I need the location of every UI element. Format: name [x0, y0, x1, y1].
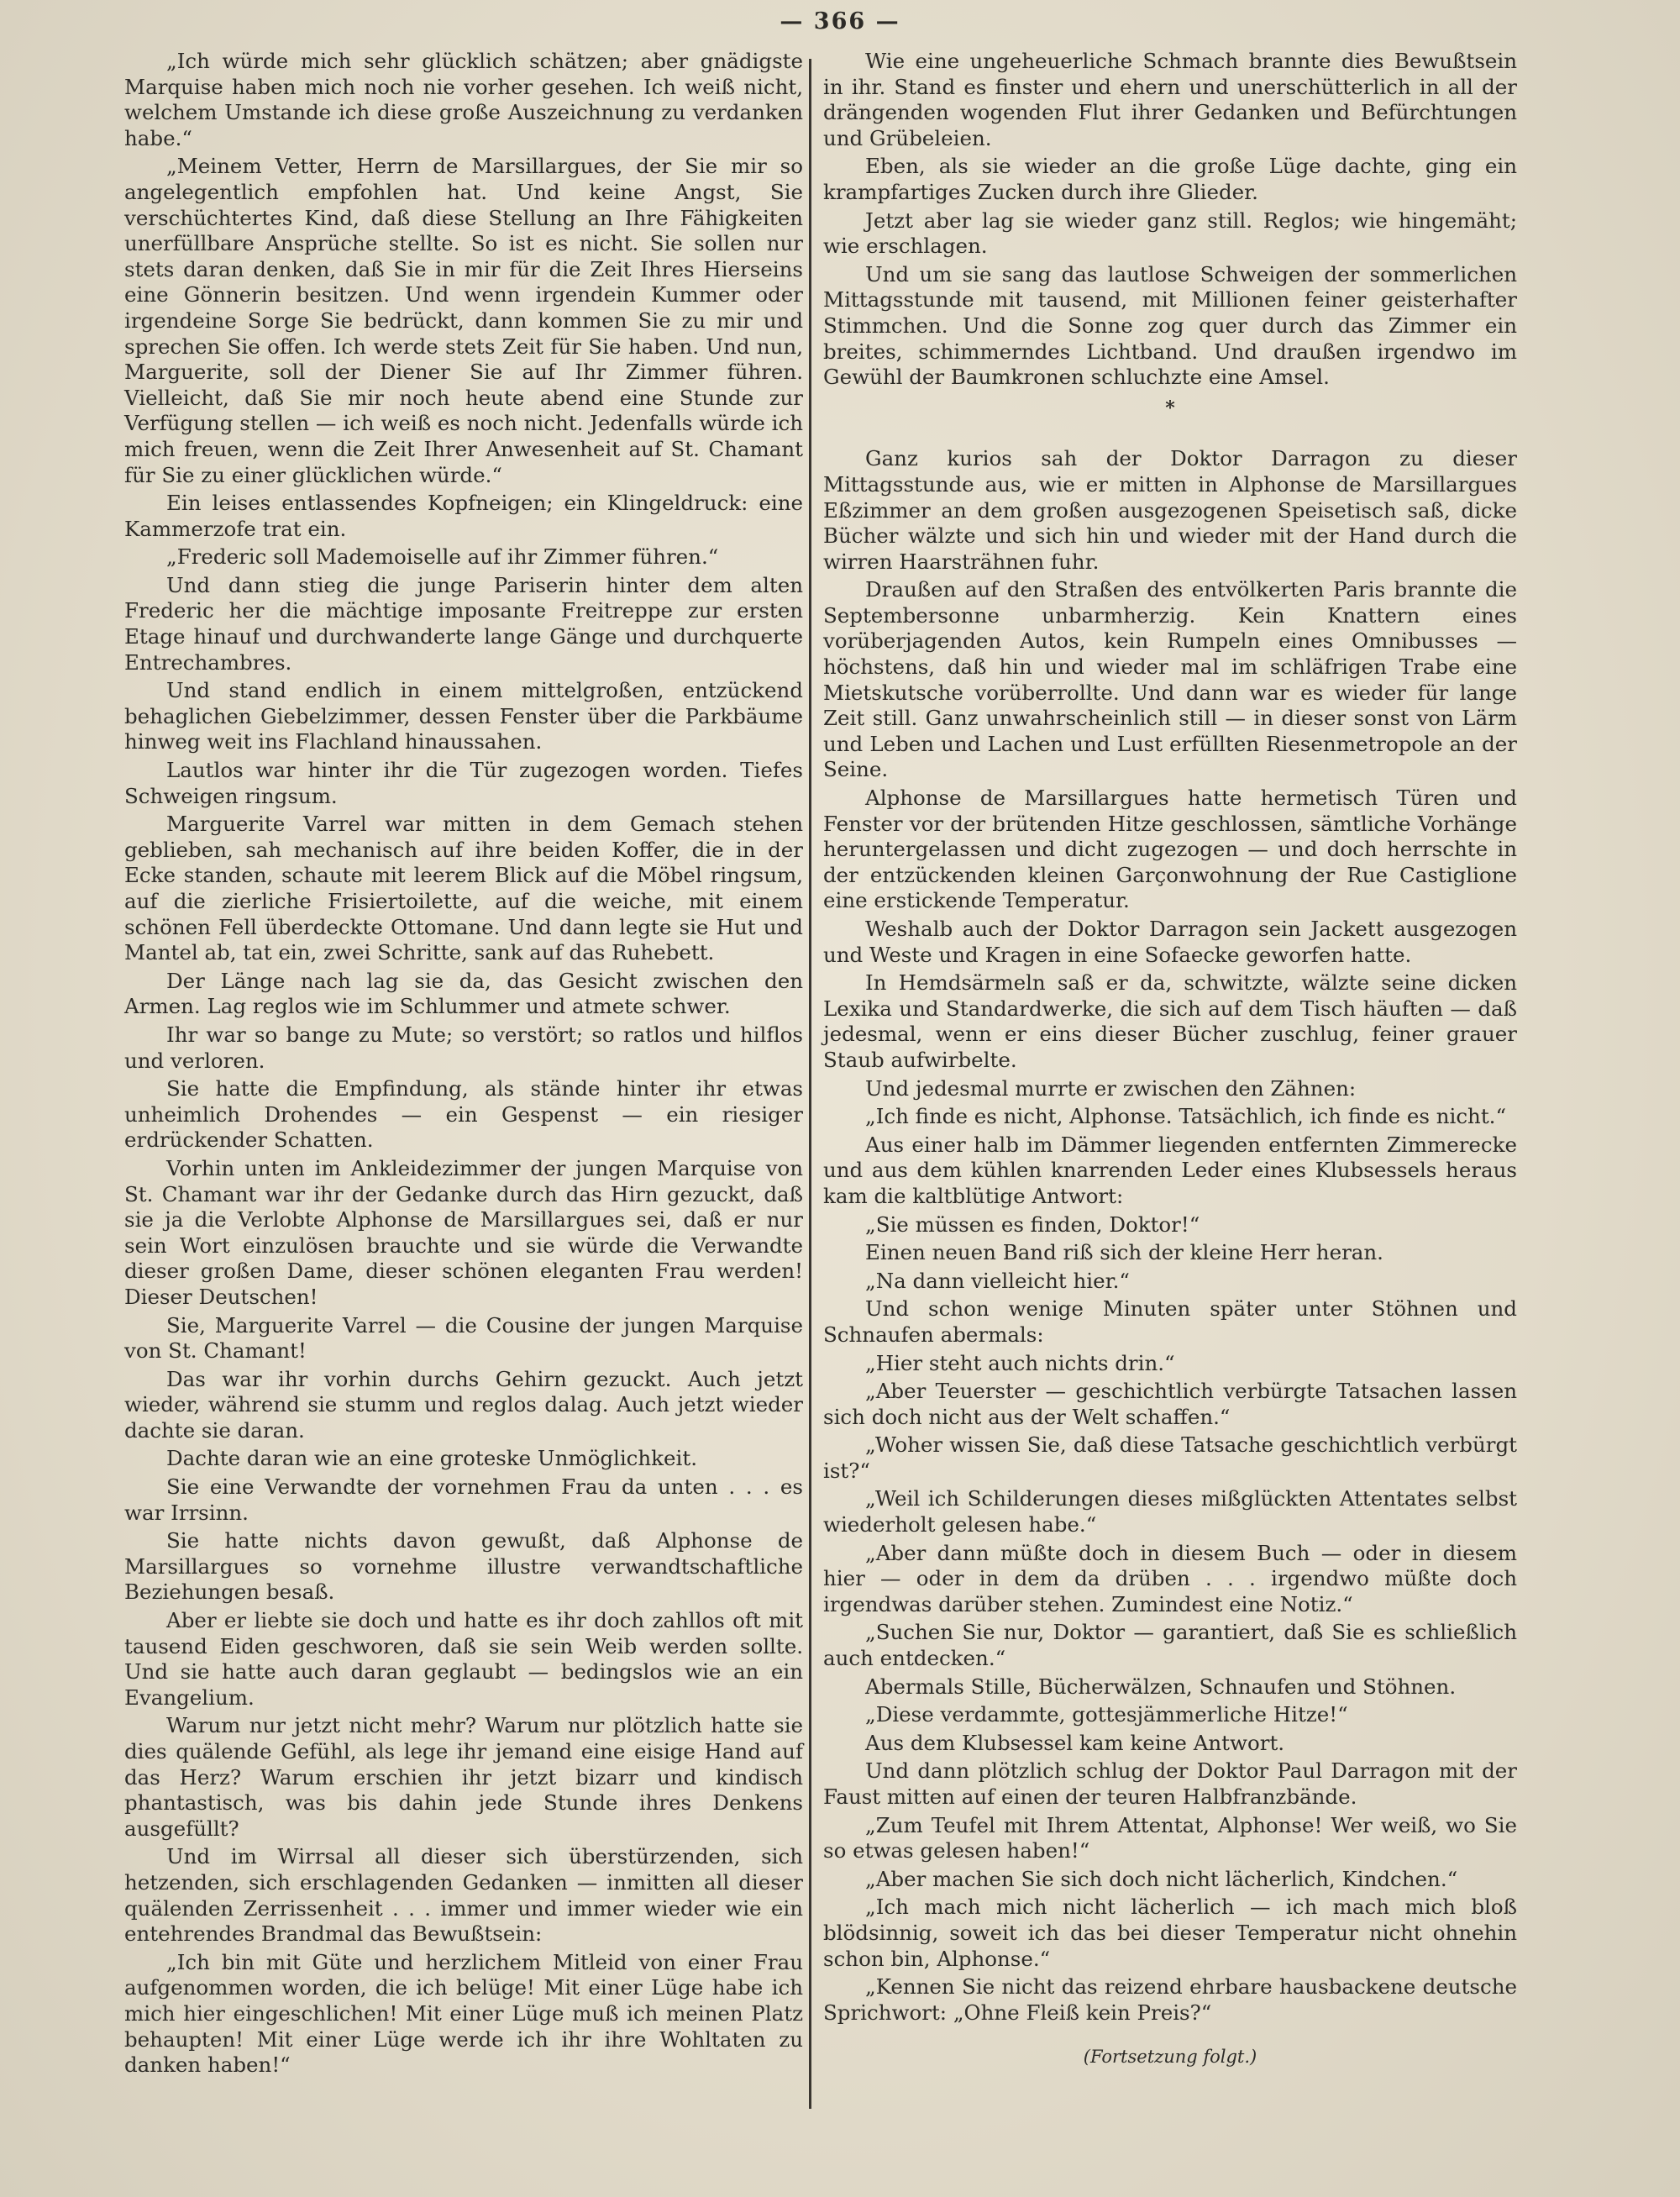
paragraph: „Ich finde es nicht, Alphonse. Tatsächlich, ich finde es nicht.“ — [865, 1104, 1506, 1129]
paragraph: Und jedesmal murrte er zwischen den Zähnen: — [865, 1075, 1357, 1101]
paragraph: „Ich bin mit Güte und herzlichem Mitleid von einer Frau aufgenommen worden, die ich belüge! Mit einer Lüge habe ich mich hier eingeschlichen! Mit einer Lüge muß ich meinen Platz behaupten! Mit einer Lüge werde ich ihr ihre Wohltaten zu danken haben!“ — [124, 1949, 803, 2078]
paragraph: „Hier steht auch nichts drin.“ — [865, 1350, 1175, 1375]
paragraph: Jetzt aber lag sie wieder ganz still. Reglos; wie hingemäht; wie erschlagen. — [823, 208, 1517, 259]
paragraph: „Suchen Sie nur, Doktor — garantiert, daß Sie es schließlich auch entdecken.“ — [823, 1620, 1517, 1671]
continued-note: (Fortsetzung folgt.) — [1083, 2047, 1257, 2068]
right-column-part1 — [823, 49, 1517, 391]
paragraph: „Aber Teuerster — geschichtlich verbürgte Tatsachen lassen sich doch nicht aus der Welt schaffen.“ — [823, 1379, 1517, 1429]
paragraph: „Meinem Vetter, Herrn de Marsillargues, der Sie mir so angelegentlich empfohlen hat. Und keine Angst, Sie verschüchtertes Kind, daß diese Stellung an Ihre Fähigkeiten unerfüllbare Ansprüche stellte. So ist es nicht. Sie sollen nur stets daran denken, daß Sie in mir für die Zeit Ihres Hierseins eine Gönnerin besitzen. Und wenn irgendein Kummer oder irgendeine Sorge Sie bedrückt, dann kommen Sie zu mir und sprechen Sie offen. Ich werde stets Zeit für Sie haben. Und nun, Marguerite, soll der Diener Sie auf Ihr Zimmer führen. Vielleicht, daß Sie mir noch heute abend eine Stunde zur Verfügung stellen — ich weiß es noch nicht. Jedenfalls würde ich mich freuen, wenn die Zeit Ihrer Anwesenheit auf St. Chamant für Sie zu einer glücklichen würde.“ — [124, 154, 803, 487]
paragraph: „Frederic soll Mademoiselle auf ihr Zimmer führen.“ — [166, 544, 719, 570]
paragraph: Und um sie sang das lautlose Schweigen der sommerlichen Mittagsstunde mit tausend, mit Millionen feiner geisterhafter Stimmchen. Und die Sonne zog quer durch das Zimmer ein breites, schimmerndes Lichtband. Und draußen irgendwo im Gewühl der Baumkronen schluchzte eine Amsel. — [823, 261, 1517, 390]
paragraph: Und schon wenige Minuten später unter Stöhnen und Schnaufen abermals: — [823, 1296, 1517, 1347]
paragraph: Sie hatte die Empfindung, als stände hinter ihr etwas unheimlich Drohendes — ein Gespenst — ein riesiger erdrückender Schatten. — [124, 1076, 803, 1153]
paragraph: Sie eine Verwandte der vornehmen Frau da unten . . . es war Irrsinn. — [124, 1474, 803, 1525]
paragraph: Der Länge nach lag sie da, das Gesicht zwischen den Armen. Lag reglos wie im Schlummer und atmete schwer. — [124, 968, 803, 1019]
paragraph: Aus dem Klubsessel kam keine Antwort. — [865, 1730, 1285, 1755]
paragraph: „Ich mach mich nicht lächerlich — ich mach mich bloß blödsinnig, soweit ich das bei dieser Temperatur nicht ohnehin schon bin, Alphonse.“ — [823, 1895, 1517, 1971]
paragraph: Dachte daran wie an eine groteske Unmöglichkeit. — [166, 1446, 697, 1471]
paragraph: Eben, als sie wieder an die große Lüge dachte, ging ein krampfartiges Zucken durch ihre Glieder. — [823, 154, 1517, 204]
paragraph: „Aber dann müßte doch in diesem Buch — oder in diesem hier — oder in dem da drüben . . . irgendwo müßte doch irgendwas darüber stehen. Zumindest eine Notiz.“ — [823, 1540, 1517, 1616]
paragraph: Sie hatte nichts davon gewußt, daß Alphonse de Marsillargues so vornehme illustre verwandtschaftliche Beziehungen besaß. — [124, 1528, 803, 1605]
paragraph: In Hemdsärmeln saß er da, schwitzte, wälzte seine dicken Lexika und Standardwerke, die sich auf dem Tisch häuften — daß jedesmal, wenn er eins dieser Bücher zuschlug, feiner grauer Staub aufwirbelte. — [823, 970, 1517, 1072]
paragraph: „Sie müssen es finden, Doktor!“ — [865, 1212, 1200, 1237]
paragraph: Lautlos war hinter ihr die Tür zugezogen worden. Tiefes Schweigen ringsum. — [124, 758, 803, 808]
paragraph: Wie eine ungeheuerliche Schmach brannte dies Bewußtsein in ihr. Stand es finster und ehern und unerschütterlich in all der drängenden wogenden Flut ihrer Gedanken und Befürchtungen und Grübeleien. — [823, 49, 1517, 150]
right-column — [823, 49, 1517, 2070]
paragraph: Marguerite Varrel war mitten in dem Gemach stehen geblieben, sah mechanisch auf ihre beiden Koffer, die in der Ecke standen, schaute mit leerem Blick auf die Möbel ringsum, auf die zierliche Frisiertoilette, auf die weiche, mit einem schönen Fell überdeckte Ottomane. Und dann legte sie Hut und Mantel ab, tat ein, zwei Schritte, sank auf das Ruhebett. — [124, 812, 803, 965]
paragraph: „Kennen Sie nicht das reizend ehrbare hausbackene deutsche Sprichwort: „Ohne Fleiß kein Preis?“ — [823, 1974, 1517, 2025]
paragraph: Draußen auf den Straßen des entvölkerten Paris brannte die Septembersonne unbarmherzig. Kein Knattern eines vorüberjagenden Autos, kein Rumpeln eines Omnibusses — höchstens, daß hin und wieder mal im schläfrigen Trabe eine Mietskutsche vorüberrollte. Und dann war es wieder für lange Zeit still. Ganz unwahrscheinlich still — in dieser sonst von Lärm und Leben und Lachen und Lust erfüllten Riesenmetropole an der Seine. — [823, 577, 1517, 782]
paragraph: Und im Wirrsal all dieser sich überstürzenden, sich hetzenden, sich erschlagenden Gedanken — inmitten all dieser quälenden Zerrissenheit . . . immer und immer wieder wie ein entehrendes Brandmal das Bewußtsein: — [124, 1844, 803, 1947]
paragraph: Und dann plötzlich schlug der Doktor Paul Darragon mit der Faust mitten auf einen der teuren Halbfranzbände. — [823, 1758, 1517, 1809]
paragraph: Ein leises entlassendes Kopfneigen; ein Klingeldruck: eine Kammerzofe trat ein. — [124, 491, 803, 541]
paragraph: Vorhin unten im Ankleidezimmer der jungen Marquise von St. Chamant war ihr der Gedanke durch das Hirn gezuckt, daß sie ja die Verlobte Alphonse de Marsillargues sei, daß er nur sein Wort einzulösen brauchte und sie würde die Verwandte dieser großen Dame, dieser schönen eleganten Frau werden! Dieser Deutschen! — [124, 1155, 803, 1309]
paragraph: Aus einer halb im Dämmer liegenden entfernten Zimmerecke und aus dem kühlen knarrenden Leder eines Klubsessels heraus kam die kaltblütige Antwort: — [823, 1132, 1517, 1208]
paragraph: „Na dann vielleicht hier.“ — [865, 1268, 1130, 1293]
paragraph: Warum nur jetzt nicht mehr? Warum nur plötzlich hatte sie dies quälende Gefühl, als lege ihr jemand eine eisige Hand auf das Herz? Warum erschien ihr jetzt bizarr und kindisch phantastisch, was bis dahin jede Stunde ihres Denkens ausgefüllt? — [124, 1713, 803, 1841]
paragraph: Weshalb auch der Doktor Darragon sein Jackett ausgezogen und Weste und Kragen in eine Sofaecke geworfen hatte. — [823, 917, 1517, 967]
column-divider — [809, 59, 811, 2109]
paragraph: Sie, Marguerite Varrel — die Cousine der jungen Marquise von St. Chamant! — [124, 1312, 803, 1364]
paragraph: „Weil ich Schilderungen dieses mißglückten Attentates selbst wiederholt gelesen habe.“ — [823, 1486, 1517, 1537]
paragraph: Alphonse de Marsillargues hatte hermetisch Türen und Fenster vor der brütenden Hitze geschlossen, sämtliche Vorhänge heruntergelassen und dicht zugezogen — und doch herrschte in der entzückenden kleinen Garçonwohnung der Rue Castiglione eine erstickende Temperatur. — [823, 786, 1517, 913]
paragraph: „Ich würde mich sehr glücklich schätzen; aber gnädigste Marquise haben mich noch nie vorher gesehen. Ich weiß nicht, welchem Umstande ich diese große Auszeichnung zu verdanken habe.“ — [124, 49, 803, 150]
page-number: — 366 — — [780, 8, 900, 34]
paragraph: Einen neuen Band riß sich der kleine Herr heran. — [865, 1240, 1383, 1265]
paragraph: „Zum Teufel mit Ihrem Attentat, Alphonse! Wer weiß, wo Sie so etwas gelesen haben!“ — [823, 1812, 1517, 1863]
right-column-part2 — [823, 446, 1517, 2026]
paragraph: „Woher wissen Sie, daß diese Tatsache geschichtlich verbürgt ist?“ — [823, 1432, 1517, 1483]
left-column — [124, 49, 803, 2081]
paragraph: Und dann stieg die junge Pariserin hinter dem alten Frederic her die mächtige imposante Freitreppe zur ersten Etage hinauf und durchwanderte lange Gänge und durchquerte Entrechambres. — [124, 572, 803, 675]
paragraph: Ganz kurios sah der Doktor Darragon zu dieser Mittagsstunde aus, wie er mitten in Alphonse de Marsillargues Eßzimmer an dem großen ausgezogenen Speisetisch saß, dicke Bücher wälzte und sich hin und wieder mit der Hand durch die wirren Haarsträhnen fuhr. — [823, 446, 1517, 574]
paragraph: Abermals Stille, Bücherwälzen, Schnaufen und Stöhnen. — [865, 1674, 1457, 1699]
paragraph: Das war ihr vorhin durchs Gehirn gezuckt. Auch jetzt wieder, während sie stumm und reglos dalag. Auch jetzt wieder dachte sie daran. — [124, 1366, 803, 1443]
section-separator: * — [1165, 397, 1175, 419]
paragraph: „Aber machen Sie sich doch nicht lächerlich, Kindchen.“ — [865, 1866, 1458, 1891]
paragraph: Und stand endlich in einem mittelgroßen, entzückend behaglichen Giebelzimmer, dessen Fenster über die Parkbäume hinweg weit ins Flachland hinaussahen. — [124, 678, 803, 754]
paragraph: Ihr war so bange zu Mute; so verstört; so ratlos und hilflos und verloren. — [124, 1022, 803, 1073]
paragraph: „Diese verdammte, gottesjämmerliche Hitze!“ — [865, 1702, 1348, 1727]
paragraph: Aber er liebte sie doch und hatte es ihr doch zahllos oft mit tausend Eiden geschworen, daß sie sein Weib werden sollte. Und sie hatte auch daran geglaubt — bedingslos wie an ein Evangelium. — [124, 1608, 803, 1710]
